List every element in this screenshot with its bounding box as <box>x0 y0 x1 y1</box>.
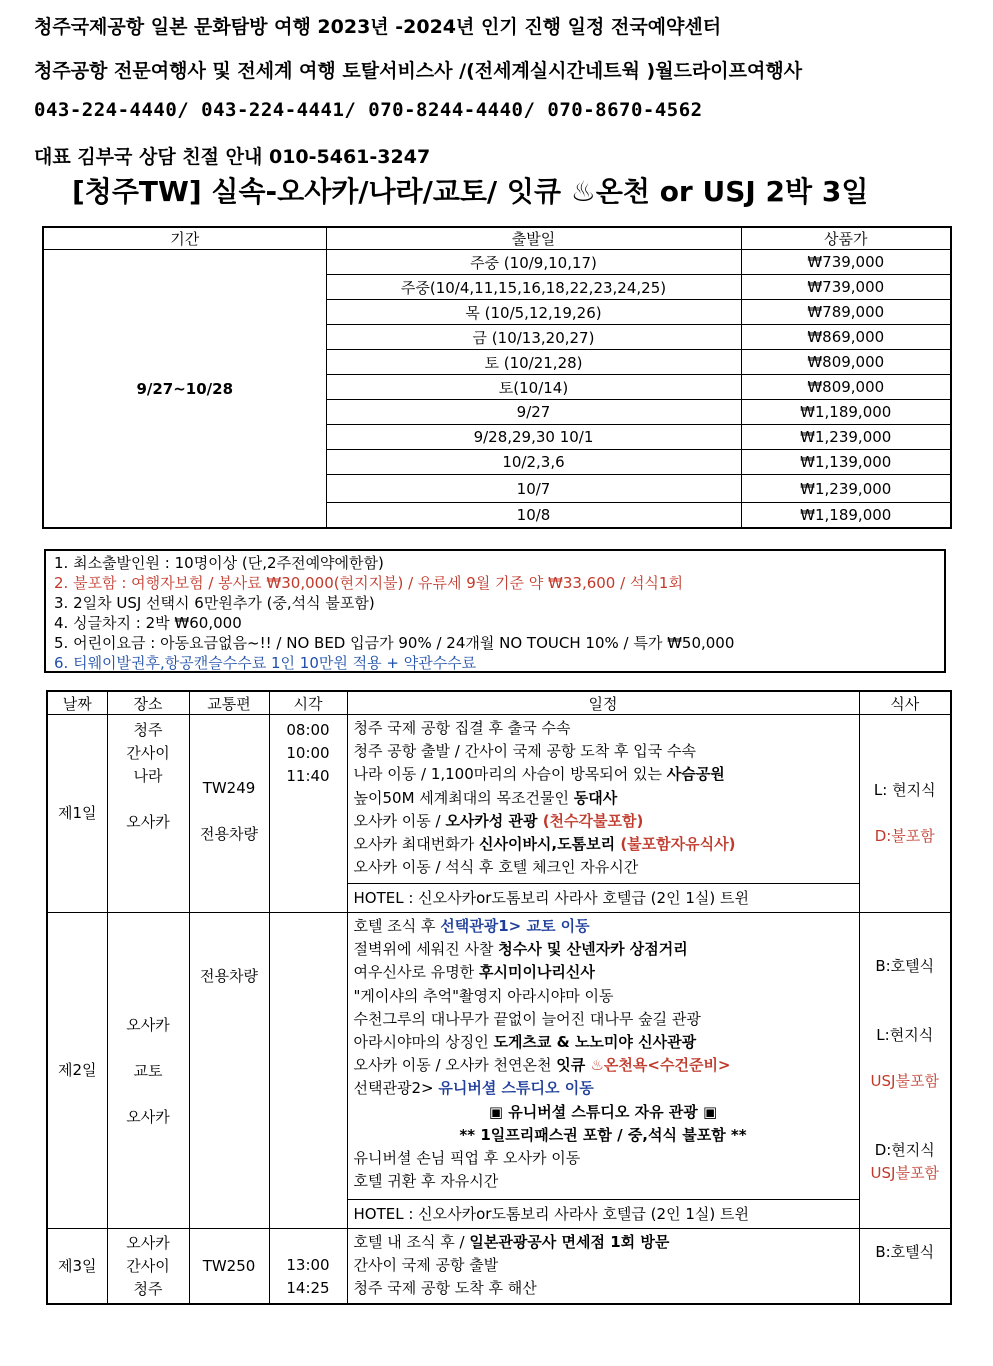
price-cell: ₩739,000 <box>741 250 951 275</box>
text: 절벽위에 세워진 사찰 <box>353 940 499 959</box>
red-note: (불포함자유식사) <box>620 835 736 854</box>
highlight: 오사카성 관광 <box>445 811 543 830</box>
schedule-line <box>354 833 853 856</box>
meal: B:호텔식 <box>875 957 935 975</box>
day1-label: 제1일 <box>47 715 107 913</box>
day2-schedule <box>347 913 859 1200</box>
optional-tour: 유니버셜 스튜디오 이동 <box>438 1079 594 1098</box>
text: 오사카 최대번화가 <box>353 835 479 854</box>
day3-schedule <box>347 1229 859 1305</box>
departure-cell: 9/28,29,30 10/1 <box>326 425 741 450</box>
meal: USJ불포함 <box>870 1072 939 1090</box>
highlight: 도게츠쿄 & 노노미야 신사관광 <box>493 1033 697 1052</box>
text: 오사카 이동 / <box>353 811 446 830</box>
note-child-fare: 5. 어린이요금 : 아동요금없음~!! / NO BED 입금가 90% / 24개월 NO TOUCH 10% / 특가 ₩50,000 <box>54 634 735 652</box>
note-cancel-fee: 6. 티웨이발권후,항공캔슬수수료 1인 10만원 적용 + 약관수수료 <box>54 654 477 672</box>
schedule-line <box>354 1054 853 1077</box>
highlight: 후시미이나리신사 <box>478 963 595 982</box>
departure-cell: 10/2,3,6 <box>326 450 741 475</box>
text: 나라 이동 / 1,100마리의 사슴이 방목되어 있는 <box>353 765 667 784</box>
note-single-charge: 4. 싱글차지 : 2박 ₩60,000 <box>54 614 242 632</box>
day2-hotel: HOTEL : 신오사카or도톰보리 사라사 호텔급 (2인 1실) 트윈 <box>347 1200 859 1229</box>
day1-meals <box>859 715 951 913</box>
header-meal: 식사 <box>859 691 951 715</box>
note-min-people: 1. 최소출발인원 : 10명이상 (단,2주전예약에한함) <box>54 554 384 572</box>
text: 호텔 내 조식 후 / <box>353 1233 470 1251</box>
schedule-line <box>354 810 853 833</box>
ceo-contact: 대표 김부국 상담 친절 안내 010-5461-3247 <box>34 146 431 168</box>
day2-places <box>107 913 189 1229</box>
place: 청주 <box>133 721 163 739</box>
place: 간사이 <box>126 1256 170 1275</box>
phone-numbers: 043-224-4440/ 043-224-4441/ 070-8244-4440/ 070-8670-4562 <box>34 99 703 121</box>
schedule-line: "게이샤의 추억"촬영지 아라시야마 이동 <box>353 986 614 1005</box>
schedule-line: 청주 국제 공항 도착 후 해산 <box>353 1279 537 1298</box>
place: 오사카 <box>126 1233 170 1252</box>
price-cell: ₩789,000 <box>741 300 951 325</box>
header-departure: 출발일 <box>326 227 741 250</box>
departure-cell: 목 (10/5,12,19,26) <box>326 300 741 325</box>
table-row <box>43 250 951 275</box>
schedule-line <box>354 787 853 810</box>
schedule-line <box>354 961 853 984</box>
day3-row <box>47 1229 951 1305</box>
price-cell: ₩869,000 <box>741 325 951 350</box>
period-cell: 9/27~10/28 <box>43 250 326 529</box>
time: 13:00 <box>286 1256 330 1274</box>
departure-cell: 토(10/14) <box>326 375 741 400</box>
red-note: (천수각불포함) <box>542 811 644 830</box>
departure-cell: 10/8 <box>326 503 741 529</box>
schedule-line: 오사카 이동 / 석식 후 호텔 체크인 자유시간 <box>353 858 639 877</box>
header-schedule: 일정 <box>347 691 859 715</box>
header-line-1: 청주국제공항 일본 문화탐방 여행 2023년 -2024년 인기 진행 일정 전국예약센터 <box>34 16 722 38</box>
place: 오사카 <box>126 1107 170 1126</box>
departure-cell: 10/7 <box>326 475 741 503</box>
notes-box <box>44 549 946 673</box>
text: 여우신사로 유명한 <box>353 963 479 982</box>
flight-number: TW249 <box>202 779 256 797</box>
schedule-line <box>354 1077 853 1100</box>
day2-meals <box>859 913 951 1229</box>
highlight: 신사이바시,도톰보리 <box>478 835 621 854</box>
price-cell: ₩1,189,000 <box>741 503 951 529</box>
price-cell: ₩809,000 <box>741 375 951 400</box>
schedule-line <box>354 1031 853 1054</box>
place: 청주 <box>133 1279 163 1298</box>
text: 호텔 조식 후 <box>353 917 441 935</box>
schedule-line: 유니버셜 손님 픽업 후 오사카 이동 <box>353 1149 581 1168</box>
schedule-line <box>354 763 853 786</box>
place-spacer <box>108 788 189 811</box>
highlight: 사슴공원 <box>666 765 725 784</box>
day3-transport: TW250 <box>189 1229 269 1305</box>
price-table <box>42 226 952 529</box>
header-price: 상품가 <box>741 227 951 250</box>
meal: L: 현지식 <box>873 781 936 799</box>
header-time: 시각 <box>269 691 347 715</box>
departure-cell: 주중 (10/9,10,17) <box>326 250 741 275</box>
price-cell: ₩1,189,000 <box>741 400 951 425</box>
header-place: 장소 <box>107 691 189 715</box>
itinerary-header <box>47 691 951 715</box>
price-cell: ₩1,139,000 <box>741 450 951 475</box>
place: 나라 <box>133 767 163 785</box>
meal: D:불포함 <box>874 827 935 845</box>
day3-times <box>269 1229 347 1305</box>
meal: L:현지식 <box>876 1026 934 1044</box>
day1-times <box>269 715 347 913</box>
page-title: [청주TW] 실속-오사카/나라/교토/ 잇큐 ♨온천 or USJ 2박 3일 <box>72 175 869 208</box>
schedule-line: 간사이 국제 공항 출발 <box>353 1256 499 1275</box>
price-cell: ₩1,239,000 <box>741 475 951 503</box>
meal: USJ불포함 <box>870 1164 939 1182</box>
place: 간사이 <box>126 744 170 762</box>
schedule-line <box>354 938 853 961</box>
departure-cell: 9/27 <box>326 400 741 425</box>
header-transport: 교통편 <box>189 691 269 715</box>
time: 11:40 <box>286 767 330 785</box>
optional-tour: 선택관광1> 교토 이동 <box>440 917 590 935</box>
schedule-line: 청주 공항 출발 / 간사이 국제 공항 도착 후 입국 수속 <box>353 742 697 761</box>
day2-label: 제2일 <box>47 913 107 1229</box>
text: 높이50M 세계최대의 목조건물인 <box>353 788 574 807</box>
day3-label: 제3일 <box>47 1229 107 1305</box>
schedule-line <box>354 1231 853 1254</box>
day1-transport <box>189 715 269 913</box>
day1-row <box>47 715 951 884</box>
header-period: 기간 <box>43 227 326 250</box>
day1-places <box>107 715 189 913</box>
time: 08:00 <box>286 721 330 739</box>
highlight: 잇큐 <box>556 1056 591 1075</box>
note-exclusions: 2. 불포함 : 여행자보험 / 봉사료 ₩30,000(현지지불) / 유류세 9월 기준 약 ₩33,600 / 석식1회 <box>54 574 683 592</box>
transport-mode: 전용차량 <box>200 825 258 843</box>
note-usj-option: 3. 2일차 USJ 선택시 6만원추가 (중,석식 불포함) <box>54 594 375 612</box>
day2-times <box>269 913 347 1229</box>
schedule-line: 청주 국제 공항 집결 후 출국 수속 <box>353 719 571 737</box>
schedule-line <box>354 915 853 938</box>
departure-cell: 주중(10/4,11,15,16,18,22,23,24,25) <box>326 275 741 300</box>
day1-schedule <box>347 715 859 884</box>
header-date: 날짜 <box>47 691 107 715</box>
day2-transport: 전용차량 <box>189 913 269 1229</box>
text: 오사카 이동 / 오사카 천연온천 <box>353 1056 557 1075</box>
text: 아라시야마의 상징인 <box>353 1033 494 1052</box>
day3-meals <box>859 1229 951 1305</box>
schedule-line: ** 1일프리패스권 포함 / 중,석식 불포함 ** <box>459 1125 747 1144</box>
highlight: 일본관광공사 면세점 1회 방문 <box>469 1233 670 1251</box>
price-cell: ₩1,239,000 <box>741 425 951 450</box>
day3-places <box>107 1229 189 1305</box>
schedule-line: 수천그루의 대나무가 끝없이 늘어진 대나무 숲길 관광 <box>353 1009 701 1028</box>
price-cell: ₩739,000 <box>741 275 951 300</box>
day1-hotel: HOTEL : 신오사카or도톰보리 사라사 호텔급 (2인 1실) 트윈 <box>347 884 859 913</box>
departure-cell: 금 (10/13,20,27) <box>326 325 741 350</box>
time: 10:00 <box>286 744 330 762</box>
place: 교토 <box>133 1061 163 1080</box>
schedule-line: 호텔 귀환 후 자유시간 <box>353 1172 499 1191</box>
highlight: 동대사 <box>573 788 618 807</box>
place: 오사카 <box>126 813 170 831</box>
text: 선택관광2> <box>353 1079 439 1098</box>
meal: D:현지식 <box>874 1141 935 1159</box>
price-table-header <box>43 227 951 250</box>
departure-cell: 토 (10/21,28) <box>326 350 741 375</box>
time: 14:25 <box>286 1279 330 1297</box>
schedule-line: ▣ 유니버셜 스튜디오 자유 관광 ▣ <box>488 1102 718 1121</box>
price-cell: ₩809,000 <box>741 350 951 375</box>
place: 오사카 <box>126 1015 170 1034</box>
day2-row <box>47 913 951 1200</box>
itinerary-table <box>46 690 952 1305</box>
highlight: 청수사 및 산넨자카 상점거리 <box>498 940 688 959</box>
header-line-2: 청주공항 전문여행사 및 전세계 여행 토탈서비스사 /(전세계실시간네트웍 )월드라이프여행사 <box>34 60 803 82</box>
meal: B:호텔식 <box>875 1243 935 1261</box>
onsen-note: ♨온천욕<수건준비> <box>590 1056 731 1075</box>
